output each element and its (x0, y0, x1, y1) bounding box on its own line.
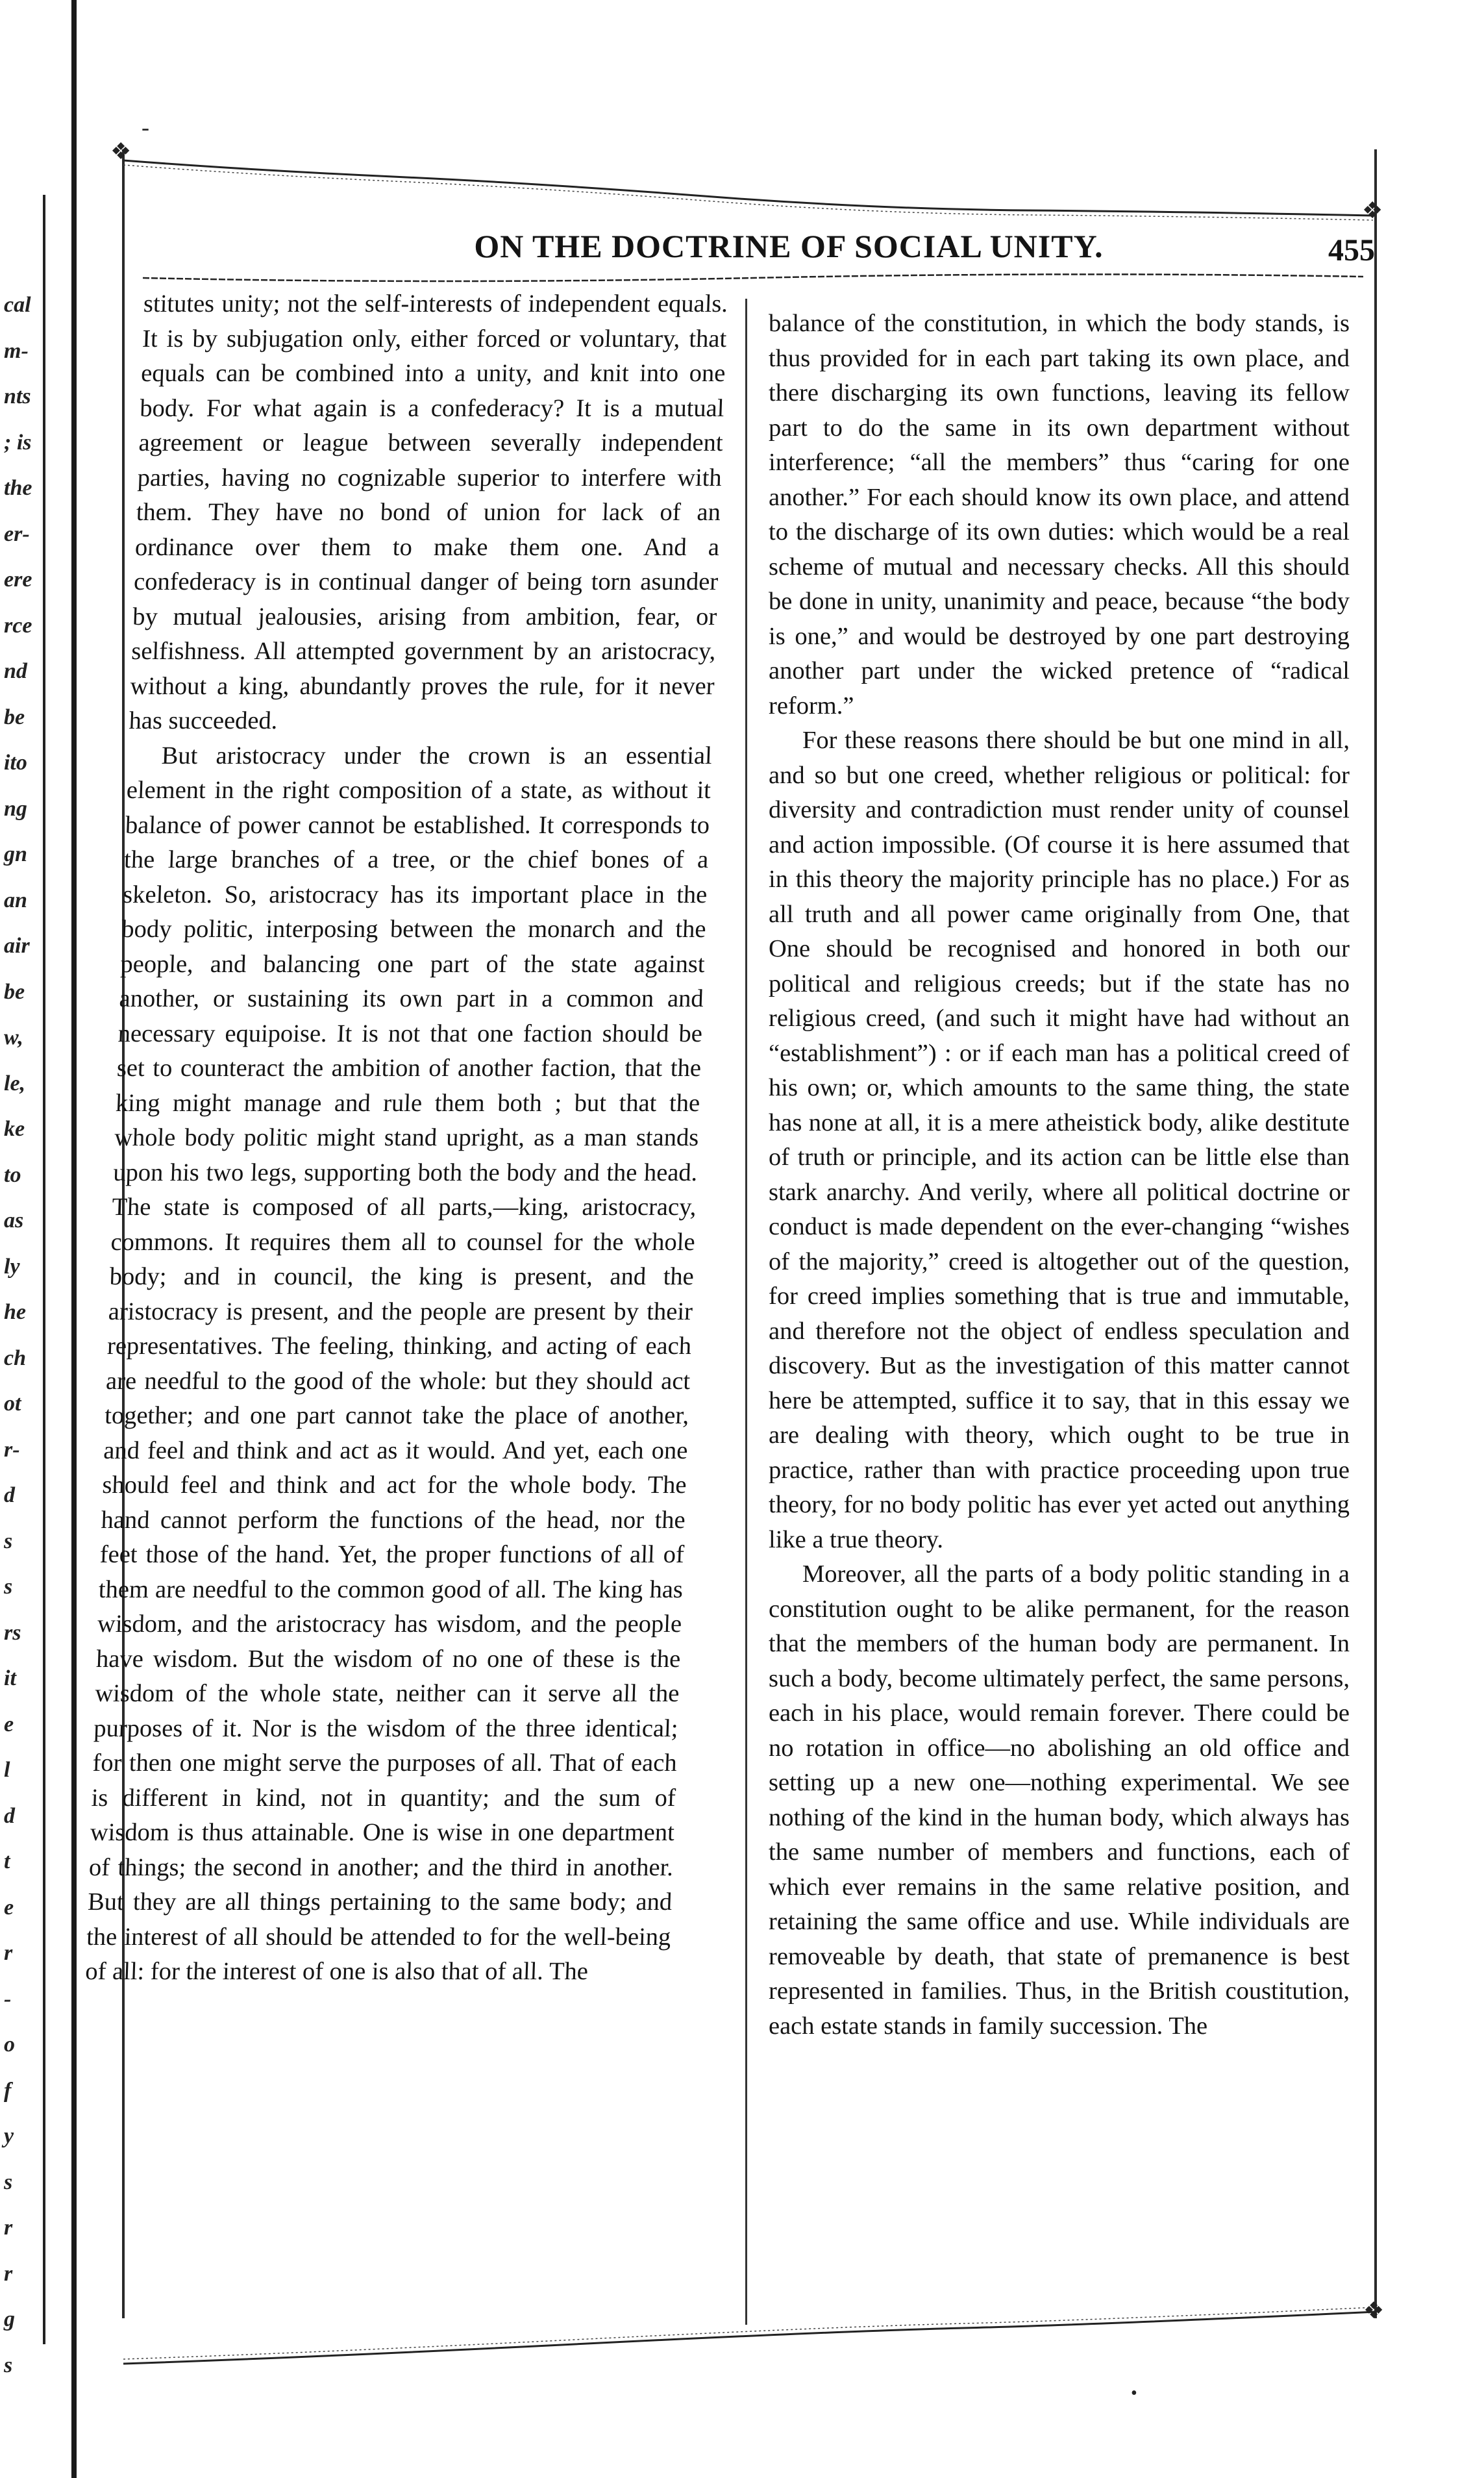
adjacent-page-fragment: d (4, 1803, 15, 1828)
frame-corner-ornament-bottom-right: ❖ (1363, 2297, 1385, 2323)
adjacent-page-fragment: er- (4, 521, 30, 546)
adjacent-page-fragment: le, (4, 1071, 26, 1095)
adjacent-page-fragment: r (4, 2261, 13, 2286)
adjacent-page-fragment: ito (4, 751, 27, 775)
adjacent-page-fragment: s (4, 1575, 13, 1599)
adjacent-page-fragment: as (4, 1208, 24, 1233)
right-column (769, 307, 1350, 2044)
adjacent-page-fragment: nd (4, 659, 27, 683)
adjacent-page-fragment: s (4, 1529, 13, 1553)
adjacent-page-fragment: it (4, 1666, 16, 1690)
adjacent-page-fragment: m- (4, 338, 29, 363)
adjacent-page-fragment: an (4, 888, 27, 912)
bottom-wavy-rule (120, 2299, 1379, 2370)
page-number: 455 (1328, 233, 1375, 268)
paragraph: stitutes unity; not the self-interests of independent equals. It is by subjugation only, either forced or voluntary, that equals can be combined into a unity, and knit into one body. For what again is a confederacy? It is a mutual agreement or league between severally independent parties, having no cognizable superior to interfere with them. They have no bond of union for lack of an ordinance over them to make them one. And a confederacy is in continual danger of being torn asunder by mutual jealousies, arising from ambition, fear, or selfishness. All attempted government by an aristocracy, without a king, abundantly proves the rule, for it never has succeeded. (128, 290, 728, 734)
adjacent-page-fragment: r- (4, 1437, 20, 1462)
adjacent-page-fragment: be (4, 705, 25, 729)
adjacent-page-fragment: the (4, 476, 32, 500)
running-head: ON THE DOCTRINE OF SOCIAL UNITY. (474, 228, 1104, 264)
paragraph: But aristocracy under the crown is an essential element in the right composition of a state, as without it balance of power cannot be established. It corresponds to the large branches of a tree, or the chief bones of a skeleton. So, aristocracy has its important place in the body politic, interposing between the monarch and the people, and balancing one part of the state against another, or sustaining its own part in a common and necessary equipoise. It is not that one faction should be set to counteract the ambition of another faction, that the king might manage and rule them both ; but that the whole body politic might stand upright, as a man stands upon his two legs, supporting both the body and the head. The state is composed of all parts,—king, aristocracy, commons. It requires them all to counsel for the whole body; and in council, the king is present, and the aristocracy is present, and the people are present by their representatives. The feeling, thinking, and acting of each are needful to the good of the whole: but they should act together; and one part cannot take the place of another, and feel and think and act as it would. And yet, each one should feel and think and act for the whole body. The hand cannot perform the functions of the head, nor the feet those of the hand. Yet, the proper functions of all of them are needful to the common good of all. The king has wisdom, and the aristocracy has wisdom, and the people have wisdom. But the wisdom of no one of these is the wisdom of the whole state, neither can it serve all the purposes of it. Nor is the wisdom of the three identical; for then one might serve the purposes of all. That of each is different in kind, not in quantity; and the sum of wisdom is thus attainable. One is wise in one department of things; the second in another; and the third in another. But they are all things pertaining to the same body; and the interest of all should be attended to for the well-being of all: for the interest of one is also that of all. The (84, 742, 713, 1985)
paragraph: For these reasons there should be but one mind in all, and so but one creed, whether religious or political: for diversity and contradiction must render unity of counsel and action impossible. (Of course it is here assumed that in this theory the majority principle has no place.) For as all truth and all power came originally from One, that One should be recognised and honored in both our political and religious creeds; but if the state has no religious creed, (and such it might have had without an “establishment”) : or if each man has a political creed of his own; or, which amounts to the same thing, the state has none at all, it is a mere atheistick body, alike destitute of truth or principle, and its action can be little else than stark anarchy. And verily, where all political doctrine or conduct is made dependent on the ever-changing “wishes of the majority,” creed is altogether out of the question, for creed implies something that is true and immutable, and therefore not the object of endless speculation and discovery. But as the investigation of this matter cannot here be attempted, suffice it to say, that in this essay we are dealing with theory, which ought to be true in practice, rather than with practice proceeding upon true theory, for no body politic has ever yet acted out anything like a true theory. (769, 727, 1350, 1553)
adjacent-page-fragment: gn (4, 842, 27, 866)
adjacent-page-fragment: ere (4, 568, 32, 592)
adjacent-page-fragment: r (4, 1941, 13, 1965)
adjacent-page-fragment: e (4, 1895, 14, 1920)
adjacent-page-fragment: l (4, 1758, 10, 1782)
adjacent-page-fragment: air (4, 934, 30, 958)
adjacent-page-fragment: - (4, 1986, 12, 2011)
adjacent-page-fragment: ; is (4, 430, 32, 455)
top-wavy-rule (120, 151, 1379, 229)
left-column (84, 287, 728, 1990)
adjacent-page-fragment: g (4, 2307, 15, 2331)
frame-corner-ornament-top-right: ❖ (1362, 197, 1383, 223)
adjacent-page-fragment: nts (4, 384, 31, 408)
adjacent-page-fragment: rs (4, 1620, 21, 1645)
adjacent-page-fragment: f (4, 2078, 12, 2103)
adjacent-page-fragment: he (4, 1300, 26, 1324)
column-divider (745, 299, 747, 2325)
adjacent-page-fragment: cal (4, 293, 31, 317)
adjacent-page-fragment: y (4, 2124, 14, 2148)
adjacent-page-fragment: r (4, 2216, 13, 2240)
adjacent-page-fragment: rce (4, 613, 32, 638)
adjacent-page-fragment: be (4, 979, 25, 1004)
adjacent-page-fragment: o (4, 2033, 15, 2057)
adjacent-page-fragment: e (4, 1712, 14, 1736)
adjacent-page-fragment: ly (4, 1254, 20, 1279)
adjacent-page-fragment: d (4, 1483, 15, 1507)
adjacent-page-fragment: s (4, 2170, 13, 2194)
adjacent-page-fragment: ke (4, 1117, 25, 1141)
binding-gutter-rule (71, 0, 77, 2478)
bottom-stray-mark: • (1131, 2383, 1137, 2403)
adjacent-page-margin (0, 0, 65, 2478)
adjacent-page-fragment: ot (4, 1392, 21, 1416)
paragraph: Moreover, all the parts of a body politic standing in a constitution ought to be alike permanent, for the reason that the members of the human body are permanent. In such a body, become ultimately perfect, the same persons, each in his place, would remain forever. There could be no rotation in office—no abolishing an old office and setting up a new one—nothing experimental. We see nothing of the kind in the human body, which always has the same number of members and functions, each of which ever remains in the same relative position, and retaining the same office and use. While individuals are removeable by death, that state of premanence is best represented in families. Thus, in the British coustitution, each estate stands in family succession. The (769, 1560, 1350, 2040)
adjacent-page-fragment: s (4, 2353, 13, 2377)
adjacent-page-fragment: ng (4, 796, 27, 821)
adjacent-page-fragment: t (4, 1849, 10, 1873)
adjacent-page-fragment: ch (4, 1345, 26, 1370)
adjacent-page-fragment: to (4, 1162, 21, 1187)
paragraph: balance of the constitution, in which the body stands, is thus provided for in each part taking its own place, and there discharging its own functions, leaving its fellow part to do the same in its own department without interference; “all the members” thus “caring for one another.” For each should know its own place, and attend to the discharge of its own duties: which would be a real scheme of mutual and necessary checks. All this should be done in unity, unanimity and peace, because “the body is one,” and would be destroyed by one part destroying another part under the wicked pretence of “radical reform.” (769, 310, 1350, 720)
frame-corner-ornament-top-left: ❖ (110, 138, 132, 164)
top-stray-mark: - (142, 114, 149, 140)
adjacent-page-fragment: w, (4, 1025, 23, 1049)
